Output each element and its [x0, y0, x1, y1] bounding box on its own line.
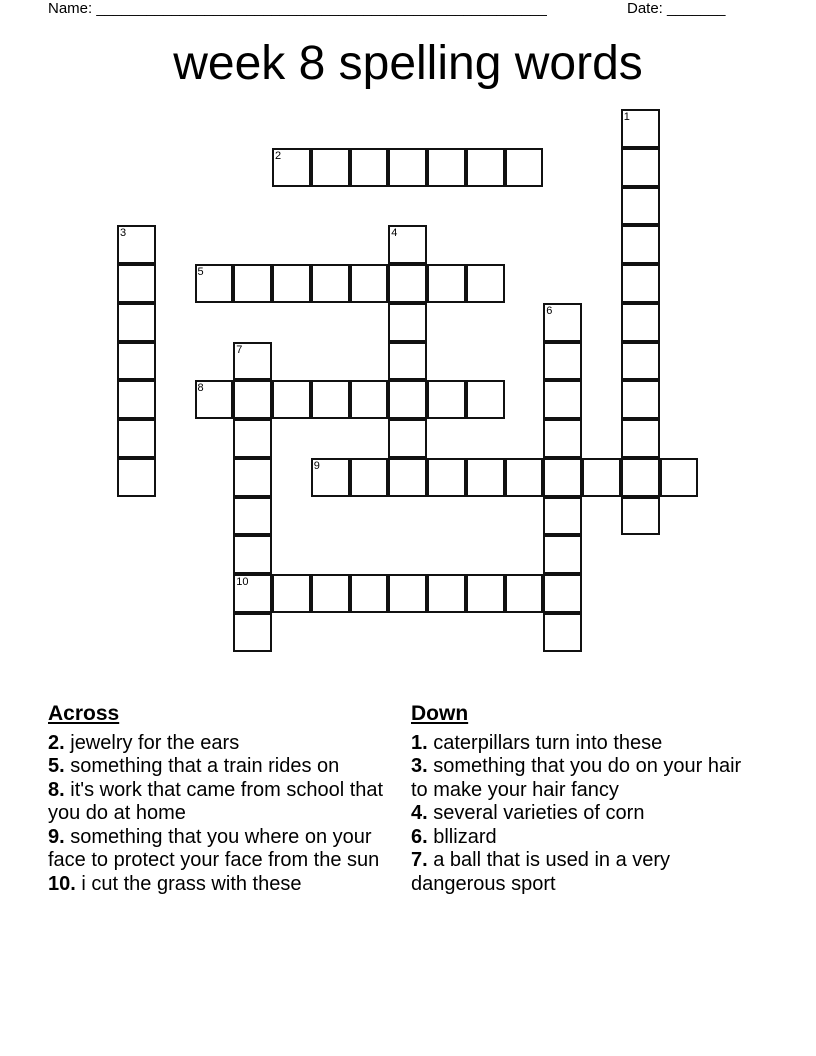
name-label: Name:	[48, 0, 93, 17]
clue-number: 6.	[411, 825, 428, 848]
grid-cell[interactable]	[660, 458, 699, 497]
clue-number: 7.	[411, 849, 428, 871]
grid-cell[interactable]	[233, 535, 272, 574]
grid-cell[interactable]	[621, 187, 660, 226]
grid-cell[interactable]	[621, 303, 660, 342]
date-field[interactable]	[627, 0, 725, 17]
grid-cell[interactable]	[311, 574, 350, 613]
across-clue	[48, 779, 400, 826]
cell-number: 1	[623, 111, 630, 123]
grid-cell[interactable]	[388, 303, 427, 342]
grid-cell[interactable]	[117, 419, 156, 458]
clue-text: something that a train rides on	[64, 755, 340, 777]
clue-number: 3.	[411, 755, 428, 777]
date-line: _______	[667, 0, 726, 17]
cell-number: 8	[197, 382, 204, 395]
crossword-grid	[118, 110, 700, 655]
cell-number: 2	[275, 149, 282, 162]
grid-cell[interactable]	[427, 264, 466, 303]
grid-cell[interactable]	[543, 303, 582, 342]
across-clue	[48, 755, 400, 779]
grid-cell[interactable]	[621, 264, 660, 303]
grid-cell[interactable]	[388, 342, 427, 381]
down-clue	[411, 755, 763, 802]
clue-number: 5.	[48, 755, 65, 777]
grid-cell[interactable]	[388, 458, 427, 497]
grid-cell[interactable]	[233, 380, 272, 419]
grid-cell[interactable]	[621, 380, 660, 419]
grid-cell[interactable]	[350, 148, 389, 187]
grid-cell[interactable]	[466, 264, 505, 303]
grid-cell[interactable]	[311, 264, 350, 303]
grid-cell[interactable]	[195, 380, 234, 419]
cell-number: 7	[236, 343, 243, 356]
clue-text: caterpillars turn into these	[427, 731, 663, 754]
grid-cell[interactable]	[388, 380, 427, 419]
down-heading: Down	[411, 702, 469, 725]
grid-cell[interactable]	[466, 458, 505, 497]
grid-cell[interactable]	[272, 574, 311, 613]
grid-cell[interactable]	[233, 342, 272, 381]
grid-cell[interactable]	[195, 264, 234, 303]
grid-cell[interactable]	[621, 497, 660, 536]
down-clue	[411, 849, 763, 896]
grid-cell[interactable]	[543, 497, 582, 536]
grid-cell[interactable]	[350, 458, 389, 497]
cell-number: 6	[546, 304, 553, 317]
grid-cell[interactable]	[350, 264, 389, 303]
grid-cell[interactable]	[311, 380, 350, 419]
page-title: week 8 spelling words	[173, 37, 643, 90]
grid-cell[interactable]	[543, 458, 582, 497]
grid-cell[interactable]	[311, 148, 350, 187]
grid-cell[interactable]	[466, 574, 505, 613]
grid-cell[interactable]	[582, 458, 621, 497]
cell-number: 3	[120, 227, 127, 240]
grid-cell[interactable]	[621, 109, 660, 148]
grid-cell[interactable]	[466, 148, 505, 187]
down-clue	[411, 732, 763, 756]
grid-cell[interactable]	[543, 574, 582, 613]
grid-cell[interactable]	[233, 458, 272, 497]
clue-text: something that you do on your hair to make your hair fancy	[411, 755, 742, 801]
name-field[interactable]	[48, 0, 547, 17]
clue-number: 9.	[48, 825, 65, 848]
grid-cell[interactable]	[543, 613, 582, 652]
grid-cell[interactable]	[388, 264, 427, 303]
clue-number: 4.	[411, 802, 428, 824]
grid-cell[interactable]	[427, 458, 466, 497]
grid-cell[interactable]	[621, 419, 660, 458]
clue-text: something that you where on your face to protect your face from the sun	[48, 825, 380, 871]
grid-cell[interactable]	[543, 342, 582, 381]
grid-cell[interactable]	[621, 342, 660, 381]
grid-cell[interactable]	[427, 380, 466, 419]
clue-number: 2.	[48, 731, 65, 754]
grid-cell[interactable]	[350, 574, 389, 613]
grid-cell[interactable]	[466, 380, 505, 419]
date-label: Date:	[627, 0, 663, 17]
clue-text: jewelry for the ears	[64, 731, 240, 754]
name-line: ______________________________________________________	[96, 0, 547, 17]
grid-cell[interactable]	[311, 458, 350, 497]
cell-number: 9	[313, 459, 320, 472]
grid-cell[interactable]	[621, 458, 660, 497]
grid-cell[interactable]	[233, 574, 272, 613]
grid-cell[interactable]	[272, 264, 311, 303]
grid-cell[interactable]	[272, 380, 311, 419]
grid-cell[interactable]	[505, 574, 544, 613]
clue-text: bllizard	[427, 825, 497, 848]
clue-text: several varieties of corn	[427, 802, 645, 824]
down-clues	[411, 702, 763, 896]
grid-cell[interactable]	[427, 574, 466, 613]
grid-cell[interactable]	[505, 148, 544, 187]
cell-number: 10	[236, 576, 249, 588]
grid-cell[interactable]	[233, 419, 272, 458]
clue-number: 1.	[411, 731, 428, 754]
clue-text: i cut the grass with these	[75, 872, 302, 895]
grid-cell[interactable]	[117, 225, 156, 264]
across-clues	[48, 702, 400, 896]
down-clue	[411, 802, 763, 826]
clue-text: it's work that came from school that you do at home	[48, 778, 384, 824]
grid-cell[interactable]	[117, 380, 156, 419]
grid-cell[interactable]	[543, 419, 582, 458]
grid-cell[interactable]	[117, 264, 156, 303]
cell-number: 4	[391, 227, 398, 240]
grid-cell[interactable]	[117, 342, 156, 381]
grid-cell[interactable]	[388, 225, 427, 264]
grid-cell[interactable]	[388, 419, 427, 458]
clue-text: a ball that is used in a very dangerous sport	[411, 849, 671, 895]
grid-cell[interactable]	[427, 148, 466, 187]
across-heading: Across	[48, 702, 120, 725]
grid-cell[interactable]	[233, 613, 272, 652]
clue-number: 8.	[48, 778, 65, 801]
clue-number: 10.	[48, 872, 76, 895]
grid-cell[interactable]	[233, 497, 272, 536]
grid-cell[interactable]	[621, 148, 660, 187]
grid-cell[interactable]	[117, 303, 156, 342]
cell-number: 5	[197, 266, 204, 278]
down-clue	[411, 826, 763, 850]
across-clue	[48, 826, 400, 873]
grid-cell[interactable]	[388, 148, 427, 187]
grid-cell[interactable]	[543, 380, 582, 419]
grid-cell[interactable]	[505, 458, 544, 497]
grid-cell[interactable]	[621, 225, 660, 264]
grid-cell[interactable]	[272, 148, 311, 187]
grid-cell[interactable]	[350, 380, 389, 419]
across-clue	[48, 732, 400, 756]
grid-cell[interactable]	[543, 535, 582, 574]
grid-cell[interactable]	[233, 264, 272, 303]
across-clue	[48, 873, 400, 897]
grid-cell[interactable]	[117, 458, 156, 497]
grid-cell[interactable]	[388, 574, 427, 613]
